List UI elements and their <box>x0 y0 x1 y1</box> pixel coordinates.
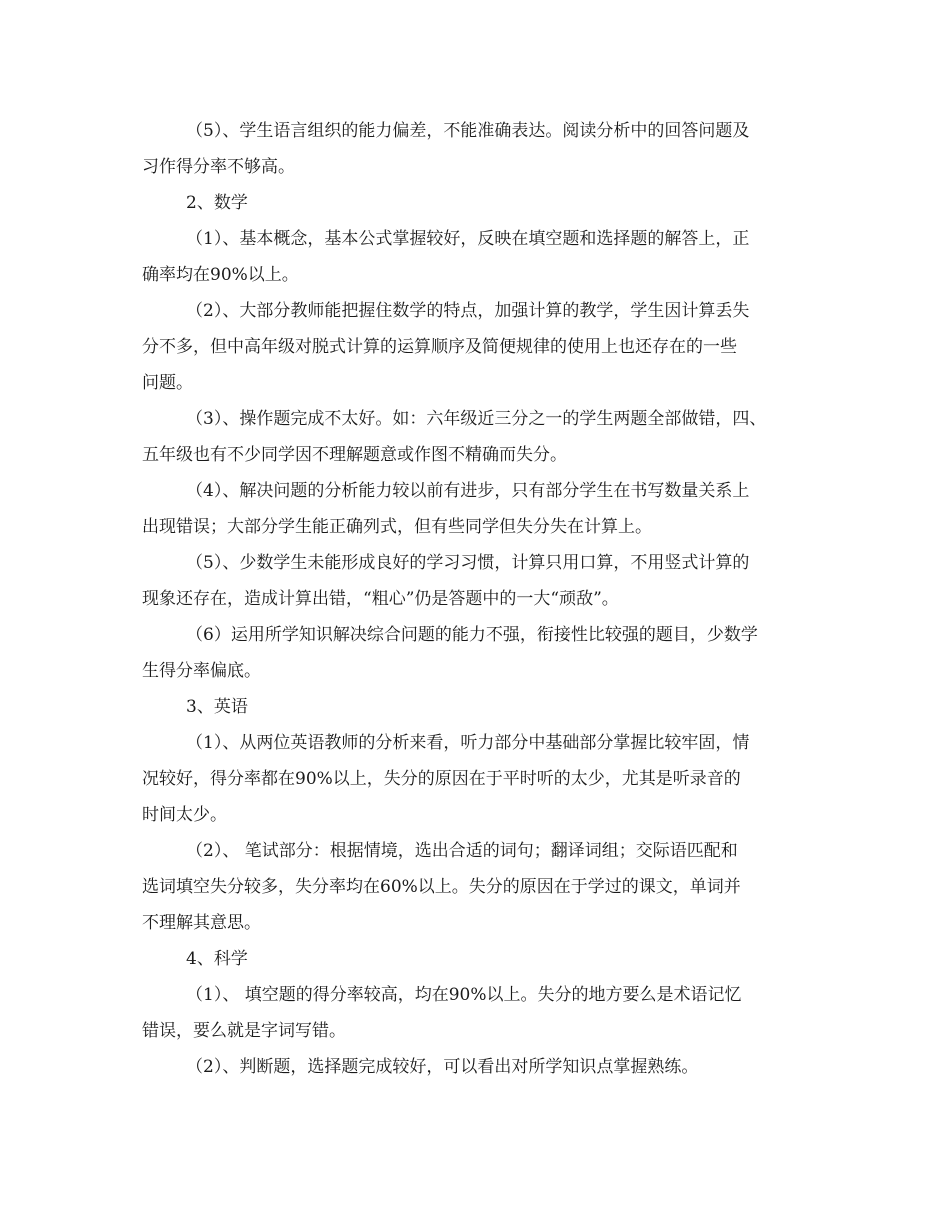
section-heading-english: 3、英语 <box>186 697 248 717</box>
paragraph-line: （5）、学生语言组织的能力偏差，不能准确表达。阅读分析中的回答问题及 <box>186 121 750 141</box>
paragraph-line: （5）、少数学生未能形成良好的学习习惯，计算只用口算，不用竖式计算的 <box>186 553 750 573</box>
paragraph-line: 出现错误；大部分学生能正确列式，但有些同学但失分失在计算上。 <box>142 517 652 537</box>
paragraph-line: 问题。 <box>142 373 193 393</box>
paragraph-line: 错误，要么就是字词写错。 <box>142 1021 346 1041</box>
paragraph-line: 选词填空失分较多，失分率均在60%以上。失分的原因在于学过的课文，单词并 <box>142 877 741 897</box>
paragraph-line: （6）运用所学知识解决综合问题的能力不强，衔接性比较强的题目，少数学 <box>186 625 758 645</box>
paragraph-line: （1）、从两位英语教师的分析来看，听力部分中基础部分掌握比较牢固，情 <box>186 733 750 753</box>
paragraph-line: （4）、解决问题的分析能力较以前有进步，只有部分学生在书写数量关系上 <box>186 481 750 501</box>
paragraph-line: 分不多，但中高年级对脱式计算的运算顺序及简便规律的使用上也还存在的一些 <box>142 337 737 357</box>
paragraph-line: 习作得分率不够高。 <box>142 157 295 177</box>
paragraph-line: （3）、操作题完成不太好。如：六年级近三分之一的学生两题全部做错，四、 <box>186 409 767 429</box>
paragraph-line: 确率均在90%以上。 <box>142 265 299 285</box>
paragraph-line: 不理解其意思。 <box>142 913 261 933</box>
paragraph-line: 现象还存在，造成计算出错，“粗心”仍是答题中的一大“顽敌”。 <box>142 589 619 609</box>
paragraph-line: （1）、基本概念，基本公式掌握较好，反映在填空题和选择题的解答上，正 <box>186 229 750 249</box>
section-heading-science: 4、科学 <box>186 949 248 969</box>
section-heading-math: 2、数学 <box>186 193 248 213</box>
paragraph-line: 时间太少。 <box>142 805 227 825</box>
paragraph-line: （2）、判断题，选择题完成较好，可以看出对所学知识点掌握熟练。 <box>186 1057 699 1077</box>
paragraph-line: 生得分率偏底。 <box>142 661 261 681</box>
paragraph-line: （2）、 笔试部分：根据情境，选出合适的词句；翻译词组；交际语匹配和 <box>186 841 738 861</box>
paragraph-line: （2）、大部分教师能把握住数学的特点，加强计算的教学，学生因计算丢失 <box>186 301 750 321</box>
paragraph-line: 五年级也有不少同学因不理解题意或作图不精确而失分。 <box>142 445 567 465</box>
paragraph-line: 况较好，得分率都在90%以上，失分的原因在于平时听的太少，尤其是听录音的 <box>142 769 741 789</box>
paragraph-line: （1）、 填空题的得分率较高，均在90%以上。失分的地方要么是术语记忆 <box>186 985 742 1005</box>
